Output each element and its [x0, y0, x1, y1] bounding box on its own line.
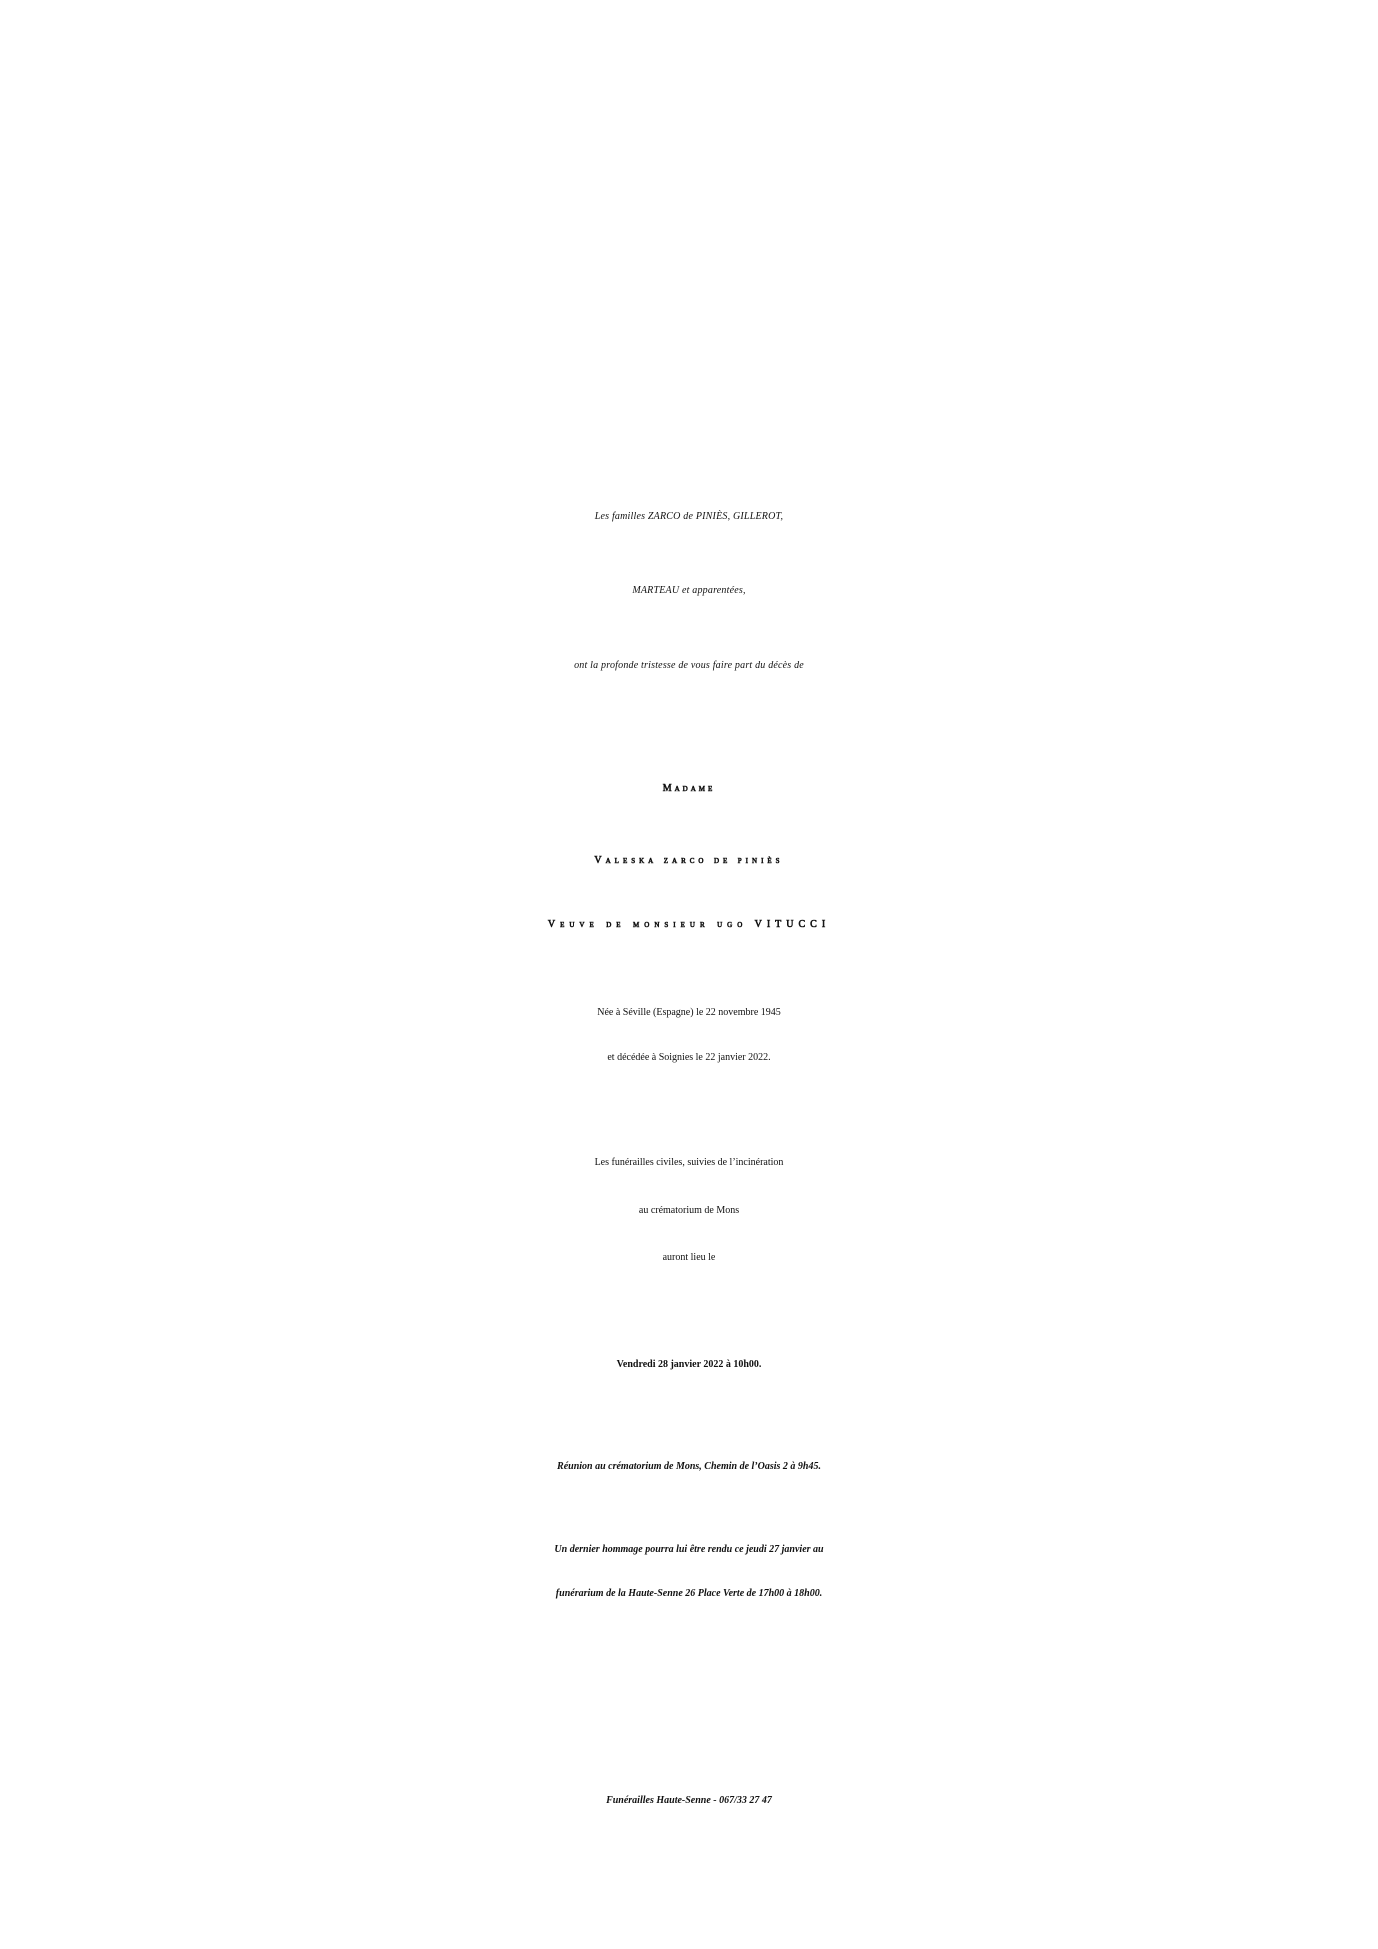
tribute-line-2: funérarium de la Haute-Senne 26 Place Verte de 17h00 à 18h00.: [555, 1588, 823, 1599]
tribute-line-1: Un dernier hommage pourra lui être rendu ce jeudi 27 janvier au: [554, 1544, 824, 1555]
death-line: et décédée à Soignies le 22 janvier 2022.: [607, 1052, 771, 1063]
deceased-widow-of: Veuve de monsieur ugo VITUCCI: [547, 919, 831, 930]
funeral-line-1: Les funérailles civiles, suivies de l’incinération: [594, 1157, 784, 1168]
funeral-line-3: auront lieu le: [662, 1252, 716, 1263]
footer-funeral-home: Funérailles Haute-Senne - 067/33 27 47: [606, 1795, 772, 1806]
birth-line: Née à Séville (Espagne) le 22 novembre 1945: [597, 1007, 781, 1018]
deceased-title: Madame: [662, 783, 716, 794]
deceased-full-name: Valeska zarco de piniès: [594, 855, 784, 866]
intro-families-line-1: Les familles ZARCO de PINIÈS, GILLEROT,: [594, 511, 784, 522]
intro-announcement: ont la profonde tristesse de vous faire part du décès de: [574, 660, 804, 671]
funeral-date: Vendredi 28 janvier 2022 à 10h00.: [616, 1359, 762, 1370]
meeting-info: Réunion au crématorium de Mons, Chemin de l’Oasis 2 à 9h45.: [557, 1461, 821, 1472]
intro-families-line-2: MARTEAU et apparentées,: [632, 585, 746, 596]
funeral-line-2: au crématorium de Mons: [638, 1205, 740, 1216]
